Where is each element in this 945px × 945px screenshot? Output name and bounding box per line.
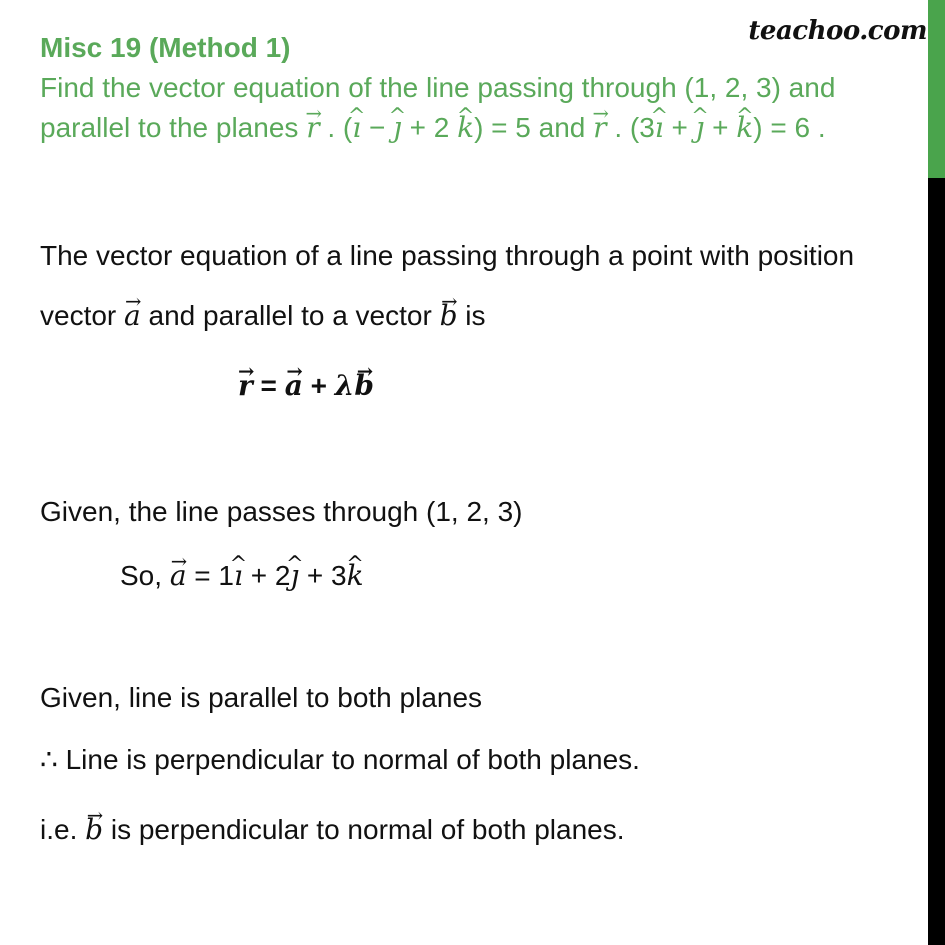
equation-text: = — [252, 370, 285, 401]
body-text: So, — [120, 560, 170, 591]
unit-vector-k: ^ k — [457, 108, 474, 148]
position-vector-line — [120, 558, 364, 594]
question-line-2 — [40, 108, 920, 148]
question-title: Misc 19 (Method 1) — [40, 32, 291, 63]
vector-a: → a — [170, 558, 187, 594]
body-text: + 3 — [299, 560, 347, 591]
unit-vector-j: ^ ȷ — [290, 558, 299, 594]
unit-vector-j: ^ ȷ — [393, 108, 402, 148]
question-line-1: Find the vector equation of the line passing through (1, 2, 3) and — [40, 72, 836, 103]
vector-a: → a — [124, 298, 141, 334]
body-line-2 — [40, 298, 486, 334]
teachoo-logo[interactable]: teachoo.com — [748, 16, 927, 46]
scrollbar-thumb[interactable] — [928, 0, 945, 178]
vector-r: → r — [593, 108, 606, 148]
unit-vector-i: ^ ı — [655, 108, 664, 148]
given-point-line: Given, the line passes through (1, 2, 3) — [40, 496, 523, 527]
unit-vector-i: ^ ı — [234, 558, 243, 594]
line-equation — [238, 368, 374, 404]
body-text: and parallel to a vector — [140, 300, 440, 331]
body-line-1: The vector equation of a line passing through a point with position — [40, 240, 855, 271]
vector-b: → b — [354, 368, 374, 404]
question-text: . (3 — [606, 112, 655, 143]
lambda-symbol: λ — [334, 369, 355, 402]
given-parallel-line: Given, line is parallel to both planes — [40, 682, 483, 713]
body-text: is — [457, 300, 486, 331]
unit-vector-k: ^ k — [347, 558, 364, 594]
question-text: + — [704, 112, 737, 143]
body-text: vector — [40, 300, 125, 331]
question-text: − — [361, 112, 394, 143]
question-text: ) = 6 . — [753, 112, 826, 143]
question-text: parallel to the planes — [40, 112, 307, 143]
body-text: + 2 — [242, 560, 291, 591]
body-text: = 1 — [186, 560, 234, 591]
body-text: is perpendicular to normal of both planes. — [103, 814, 625, 845]
question-text: . ( — [319, 112, 353, 143]
ie-line — [40, 812, 625, 848]
equation-text: + — [302, 370, 335, 401]
unit-vector-j: ^ ȷ — [696, 108, 705, 148]
vertical-scrollbar[interactable] — [928, 0, 945, 945]
question-text: + 2 — [401, 112, 458, 143]
vector-r: → r — [238, 368, 253, 404]
body-text: i.e. — [40, 814, 86, 845]
unit-vector-k: ^ k — [736, 108, 753, 148]
therefore-line: ∴ Line is perpendicular to normal of both planes. — [40, 744, 640, 775]
unit-vector-i: ^ ı — [352, 108, 361, 148]
vector-b: → b — [440, 298, 458, 334]
vector-a: → a — [285, 368, 303, 404]
question-heading — [40, 28, 920, 148]
question-text: ) = 5 and — [474, 112, 594, 143]
vector-r: → r — [306, 108, 319, 148]
vector-b: → b — [85, 812, 103, 848]
question-text: + — [663, 112, 696, 143]
